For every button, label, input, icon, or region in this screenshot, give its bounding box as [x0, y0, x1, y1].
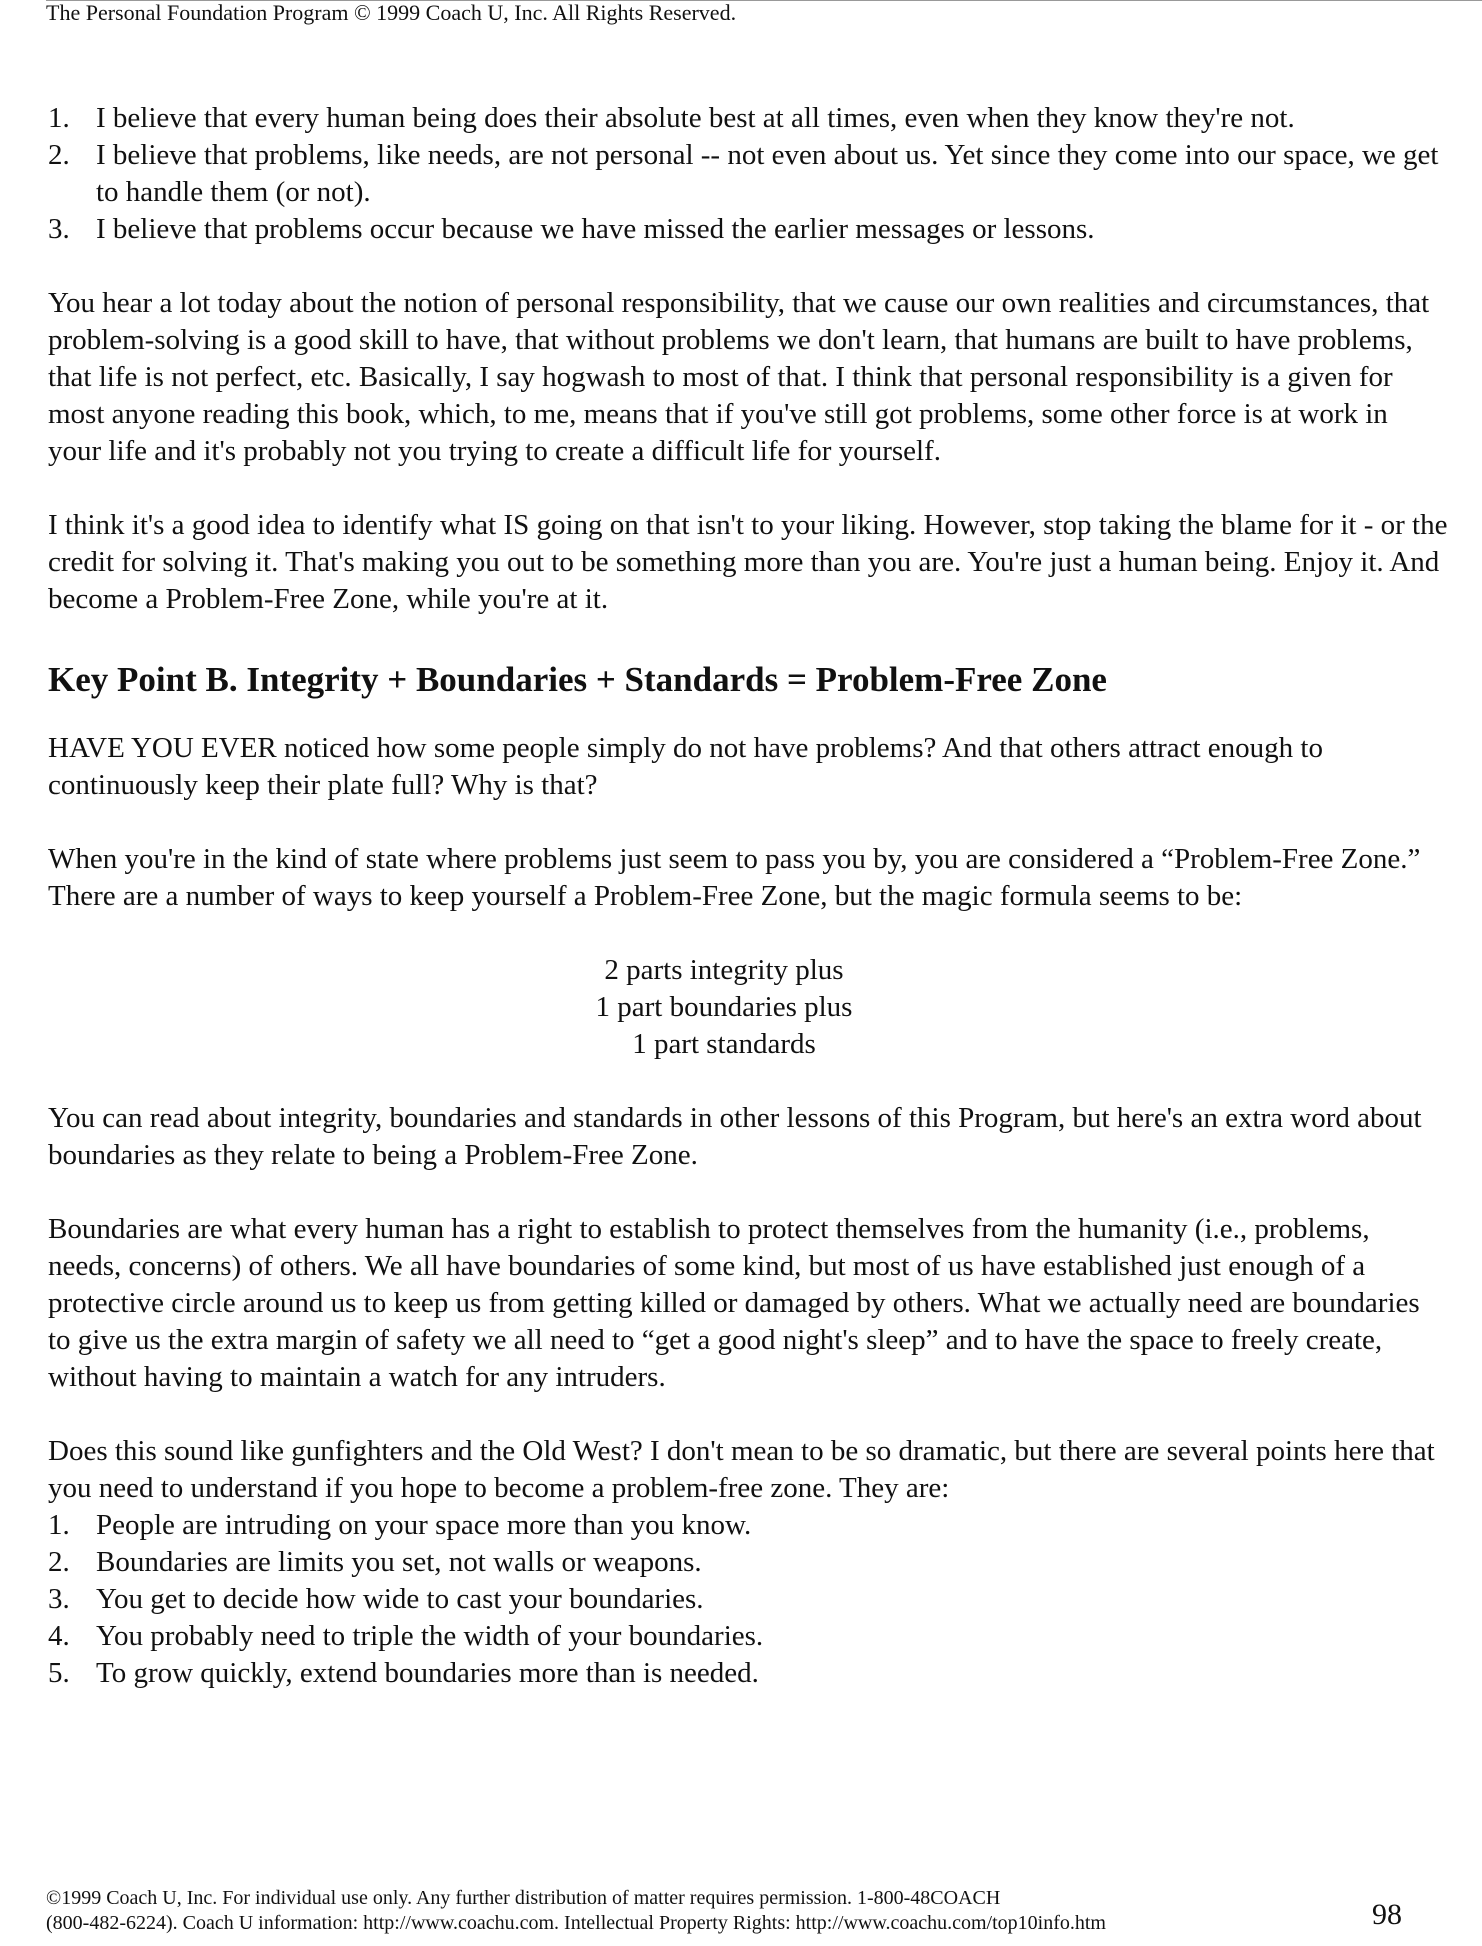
- document-body: [48, 100, 1448, 1692]
- page-footer: [46, 1886, 1436, 1936]
- footer-line: ©1999 Coach U, Inc. For individual use only. Any further distribution of matter requires permission. 1-800-48COACH: [46, 1887, 1001, 1909]
- paragraph-boundaries: Boundaries are what every human has a right to establish to protect themselves from the humanity (i.e., problems, needs, concerns) of others. We all have boundaries of some kind, but most of us have established just enough of a protective circle around us to keep us from getting killed or damaged by others. What we actually need are boundaries to give us the extra margin of safety we all need to “get a good night's sleep” and to have the space to freely create, without having to maintain a watch for any intruders.: [48, 1213, 1420, 1393]
- list-item-text: To grow quickly, extend boundaries more than is needed.: [96, 1657, 759, 1689]
- paragraph-read-about: You can read about integrity, boundaries and standards in other lessons of this Program, but here's an extra word about boundaries as they relate to being a Problem-Free Zone.: [48, 1102, 1422, 1171]
- beliefs-list: [48, 100, 1448, 248]
- list-number: 4.: [48, 1620, 70, 1652]
- list-item-text: People are intruding on your space more than you know.: [96, 1509, 752, 1541]
- section-heading: Key Point B. Integrity + Boundaries + Standards = Problem-Free Zone: [48, 660, 1107, 699]
- list-item: [48, 1581, 1448, 1618]
- formula-line: 1 part standards: [632, 1028, 816, 1060]
- formula-block: [48, 952, 1400, 1063]
- list-item-text: Boundaries are limits you set, not walls or weapons.: [96, 1546, 702, 1578]
- list-number: 1.: [48, 102, 70, 134]
- points-list: [48, 1507, 1448, 1692]
- paragraph-problem-free-zone: When you're in the kind of state where problems just seem to pass you by, you are considered a “Problem-Free Zone.” There are a number of ways to keep yourself a Problem-Free Zone, but the magic formula seems to be:: [48, 843, 1421, 912]
- list-item: [48, 1655, 1448, 1692]
- list-number: 3.: [48, 1583, 70, 1615]
- list-number: 1.: [48, 1509, 70, 1541]
- paragraph-gunfighters: Does this sound like gunfighters and the Old West? I don't mean to be so dramatic, but there are several points here that you need to understand if you hope to become a problem-free zone. They are:: [48, 1435, 1435, 1504]
- list-item-text: I believe that problems occur because we have missed the earlier messages or lessons.: [96, 213, 1095, 245]
- list-item: [48, 1507, 1448, 1544]
- list-item-text: I believe that problems, like needs, are not personal -- not even about us. Yet since they come into our space, we get to handle them (or not).: [96, 139, 1439, 208]
- paragraph-personal-responsibility: You hear a lot today about the notion of personal responsibility, that we cause our own realities and circumstances, that problem-solving is a good skill to have, that without problems we don't learn, that humans are built to have problems, that life is not perfect, etc. Basically, I say hogwash to most of that. I think that personal responsibility is a given for most anyone reading this book, which, to me, means that if you've still got problems, some other force is at work in your life and it's probably not you trying to create a difficult life for yourself.: [48, 287, 1430, 467]
- list-number: 2.: [48, 1546, 70, 1578]
- list-number: 5.: [48, 1657, 70, 1689]
- list-item: [48, 137, 1448, 211]
- list-item: [48, 100, 1448, 137]
- header-text: The Personal Foundation Program © 1999 Coach U, Inc. All Rights Reserved.: [46, 0, 737, 25]
- list-number: 3.: [48, 213, 70, 245]
- list-number: 2.: [48, 139, 70, 171]
- formula-line: 1 part boundaries plus: [595, 991, 853, 1023]
- paragraph-have-you-ever: HAVE YOU EVER noticed how some people simply do not have problems? And that others attract enough to continuously keep their plate full? Why is that?: [48, 732, 1323, 801]
- list-item-text: You probably need to triple the width of your boundaries.: [96, 1620, 764, 1652]
- paragraph-identify: I think it's a good idea to identify what IS going on that isn't to your liking. However, stop taking the blame for it - or the credit for solving it. That's making you out to be something more than you are. You're just a human being. Enjoy it. And become a Problem-Free Zone, while you're at it.: [48, 509, 1448, 615]
- page-number: 98: [1372, 1898, 1402, 1931]
- list-item-text: I believe that every human being does their absolute best at all times, even when they know they're not.: [96, 102, 1295, 134]
- page-header: [46, 0, 1482, 25]
- footer-line: (800-482-6224). Coach U information: http://www.coachu.com. Intellectual Property Rights: http://www.coachu.com/top10info.htm: [46, 1912, 1106, 1934]
- list-item: [48, 1618, 1448, 1655]
- list-item: [48, 1544, 1448, 1581]
- formula-line: 2 parts integrity plus: [604, 954, 844, 986]
- list-item: [48, 211, 1448, 248]
- list-item-text: You get to decide how wide to cast your boundaries.: [96, 1583, 704, 1615]
